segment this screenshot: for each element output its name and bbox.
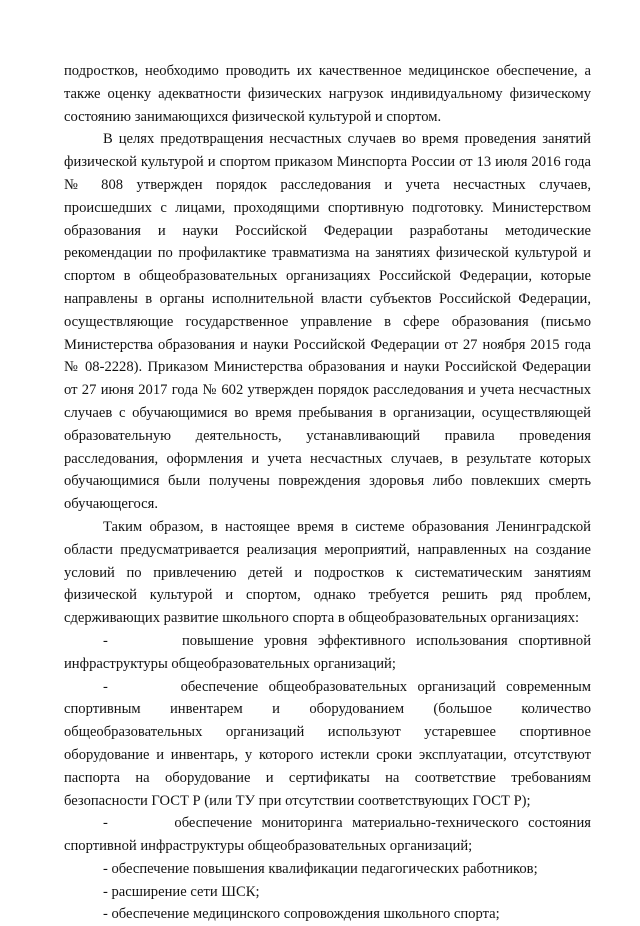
list-item: - повышение уровня эффективного использования спортивной инфраструктуры общеобразовательных организаций;	[64, 632, 591, 672]
list-item: - расширение сети ШСК;	[103, 883, 260, 900]
paragraph-problems-intro: Таким образом, в настоящее время в системе образования Ленинградской области предусматривается реализация мероприятий, направленных на создание условий по привлечению детей и подростков к систематическим занятиям физической культурой и спортом, однако требуется решить ряд проблем, сдерживающих развитие школьного спорта в общеобразовательных организациях:	[64, 518, 591, 627]
list-item: - обеспечение медицинского сопровождения школьного спорта;	[103, 906, 500, 923]
document-page	[64, 60, 591, 926]
list-item: - обеспечение общеобразовательных организаций современным спортивным инвентарем и оборудованием (большое количество общеобразовательных организаций используют устаревшее спортивное оборудование и инвентарь, у которого истекли сроки эксплуатации, отсутствуют паспорта на оборудование и сертификаты на соответствие требованиям безопасности ГОСТ Р (или ТУ при отсутствии соответствующих ГОСТ Р);	[64, 678, 591, 809]
paragraph-accident-prevention: В целях предотвращения несчастных случаев во время проведения занятий физической культурой и спортом приказом Минспорта России от 13 июля 2016 года № 808 утвержден порядок расследования и учета несчастных случаев, происшедших с лицами, проходящими спортивную подготовку. Министерством образования и науки Российской Федерации разработаны методические рекомендации по профилактике травматизма на занятиях физической культурой и спортом в общеобразовательных организациях Российской Федерации, которые направлены в органы исполнительной власти субъектов Российской Федерации, осуществляющие государственное управление в сфере образования (письмо Министерства образования и науки Российской Федерации от 27 ноября 2015 года № 08-2228). Приказом Министерства образования и науки Российской Федерации от 27 июня 2017 года № 602 утвержден порядок расследования и учета несчастных случаев с обучающимися во время пребывания в организации, осуществляющей образовательную деятельность, устанавливающий правила проведения расследования, оформления и учета несчастных случаев, в результате которых обучающимися были получены повреждения здоровья либо повлекших смерть обучающегося.	[64, 131, 591, 513]
list-item: - обеспечение мониторинга материально-технического состояния спортивной инфраструктуры общеобразовательных организаций;	[64, 815, 591, 855]
problem-list	[64, 630, 591, 926]
paragraph-continuation: подростков, необходимо проводить их качественное медицинское обеспечение, а также оценку адекватности физических нагрузок индивидуальному физическому состоянию занимающихся физической культурой и спортом.	[64, 63, 591, 125]
list-item: - обеспечение повышения квалификации педагогических работников;	[103, 860, 538, 877]
